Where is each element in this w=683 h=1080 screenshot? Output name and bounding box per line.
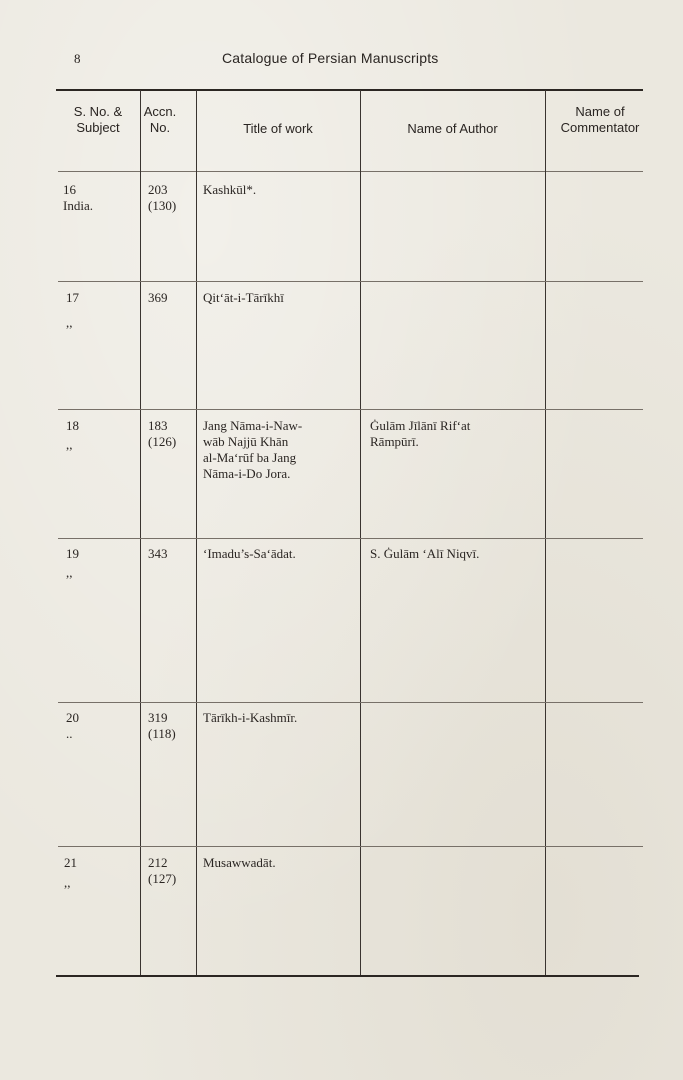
accession-cell <box>148 855 193 887</box>
accession-number: 369 <box>148 290 168 305</box>
title-line: Kashkūl*. <box>203 182 257 197</box>
row-rule <box>58 281 643 282</box>
accession-old-number: (127) <box>148 871 177 886</box>
row-rule <box>58 702 643 703</box>
column-header-commentator-line1: Name of <box>575 104 625 119</box>
column-divider-2 <box>196 90 197 975</box>
table-row <box>66 290 138 331</box>
column-header-commentator <box>545 104 655 136</box>
accession-number: 343 <box>148 546 168 561</box>
serial-number: 16 <box>63 182 76 197</box>
running-title: Catalogue of Persian Manuscripts <box>222 50 439 66</box>
subject: ,, <box>66 315 73 330</box>
serial-number: 19 <box>66 546 79 561</box>
accession-cell <box>148 710 193 742</box>
title-line: Musawwadāt. <box>203 855 276 870</box>
title-cell <box>203 418 353 482</box>
accession-cell <box>148 290 193 306</box>
accession-cell <box>148 546 193 562</box>
author-line: Ġulām Jīlānī Rif‘at <box>370 418 471 433</box>
accession-number: 319 <box>148 710 168 725</box>
title-cell <box>203 182 355 198</box>
author-cell <box>370 546 542 562</box>
author-cell <box>370 418 542 450</box>
row-rule <box>58 538 643 539</box>
accession-cell <box>148 418 193 450</box>
title-line: wāb Najjū Khān <box>203 434 289 449</box>
column-header-sno <box>58 104 138 136</box>
table-row <box>66 546 138 581</box>
table-bottom-rule <box>56 975 639 977</box>
serial-number: 21 <box>64 855 77 870</box>
subject: ,, <box>66 437 73 452</box>
column-header-accn-line2: No. <box>149 120 171 135</box>
header-bottom-rule <box>58 171 643 172</box>
subject: .. <box>66 726 73 741</box>
subject: ,, <box>66 565 73 580</box>
serial-number: 17 <box>66 290 79 305</box>
accession-old-number: (130) <box>148 198 177 213</box>
title-cell <box>203 546 355 562</box>
table-top-rule <box>56 89 643 91</box>
title-line: al-Ma‘rūf ba Jang <box>203 450 297 465</box>
title-cell <box>203 710 355 726</box>
accession-old-number: (126) <box>148 434 177 449</box>
title-line: ‘Imadu’s-Sa‘ādat. <box>203 546 296 561</box>
column-header-sno-line1: S. No. & <box>73 104 123 119</box>
subject: India. <box>63 198 93 213</box>
column-divider-1 <box>140 90 141 975</box>
title-line: Jang Nāma-i-Naw- <box>203 418 303 433</box>
column-divider-4 <box>545 90 546 975</box>
accession-old-number: (118) <box>148 726 176 741</box>
table-row <box>63 182 138 214</box>
row-rule <box>58 846 643 847</box>
column-header-accn <box>140 104 180 136</box>
column-header-sno-line2: Subject <box>76 120 120 135</box>
table-row <box>66 418 138 453</box>
page-number: 8 <box>74 51 81 66</box>
accession-cell <box>148 182 193 214</box>
column-divider-3 <box>360 90 361 975</box>
title-cell <box>203 855 355 871</box>
title-line: Nāma-i-Do Jora. <box>203 466 291 481</box>
subject: ,, <box>64 875 71 890</box>
accession-number: 203 <box>148 182 168 197</box>
title-line: Tārīkh-i-Kashmīr. <box>203 710 298 725</box>
author-line: S. Ġulām ‘Alī Niqvī. <box>370 546 480 561</box>
table-row <box>64 855 138 891</box>
column-header-accn-line1: Accn. <box>143 104 177 119</box>
column-header-commentator-line2: Commentator <box>560 120 640 135</box>
column-header-title: Title of work <box>243 121 313 136</box>
serial-number: 18 <box>66 418 79 433</box>
accession-number: 212 <box>148 855 168 870</box>
title-cell <box>203 290 355 306</box>
title-line: Qit‘āt-i-Tārīkhī <box>203 290 284 305</box>
column-header-author: Name of Author <box>407 121 498 136</box>
accession-number: 183 <box>148 418 168 433</box>
table-row <box>66 710 138 742</box>
author-line: Rāmpūrī. <box>370 434 419 449</box>
serial-number: 20 <box>66 710 79 725</box>
row-rule <box>58 409 643 410</box>
